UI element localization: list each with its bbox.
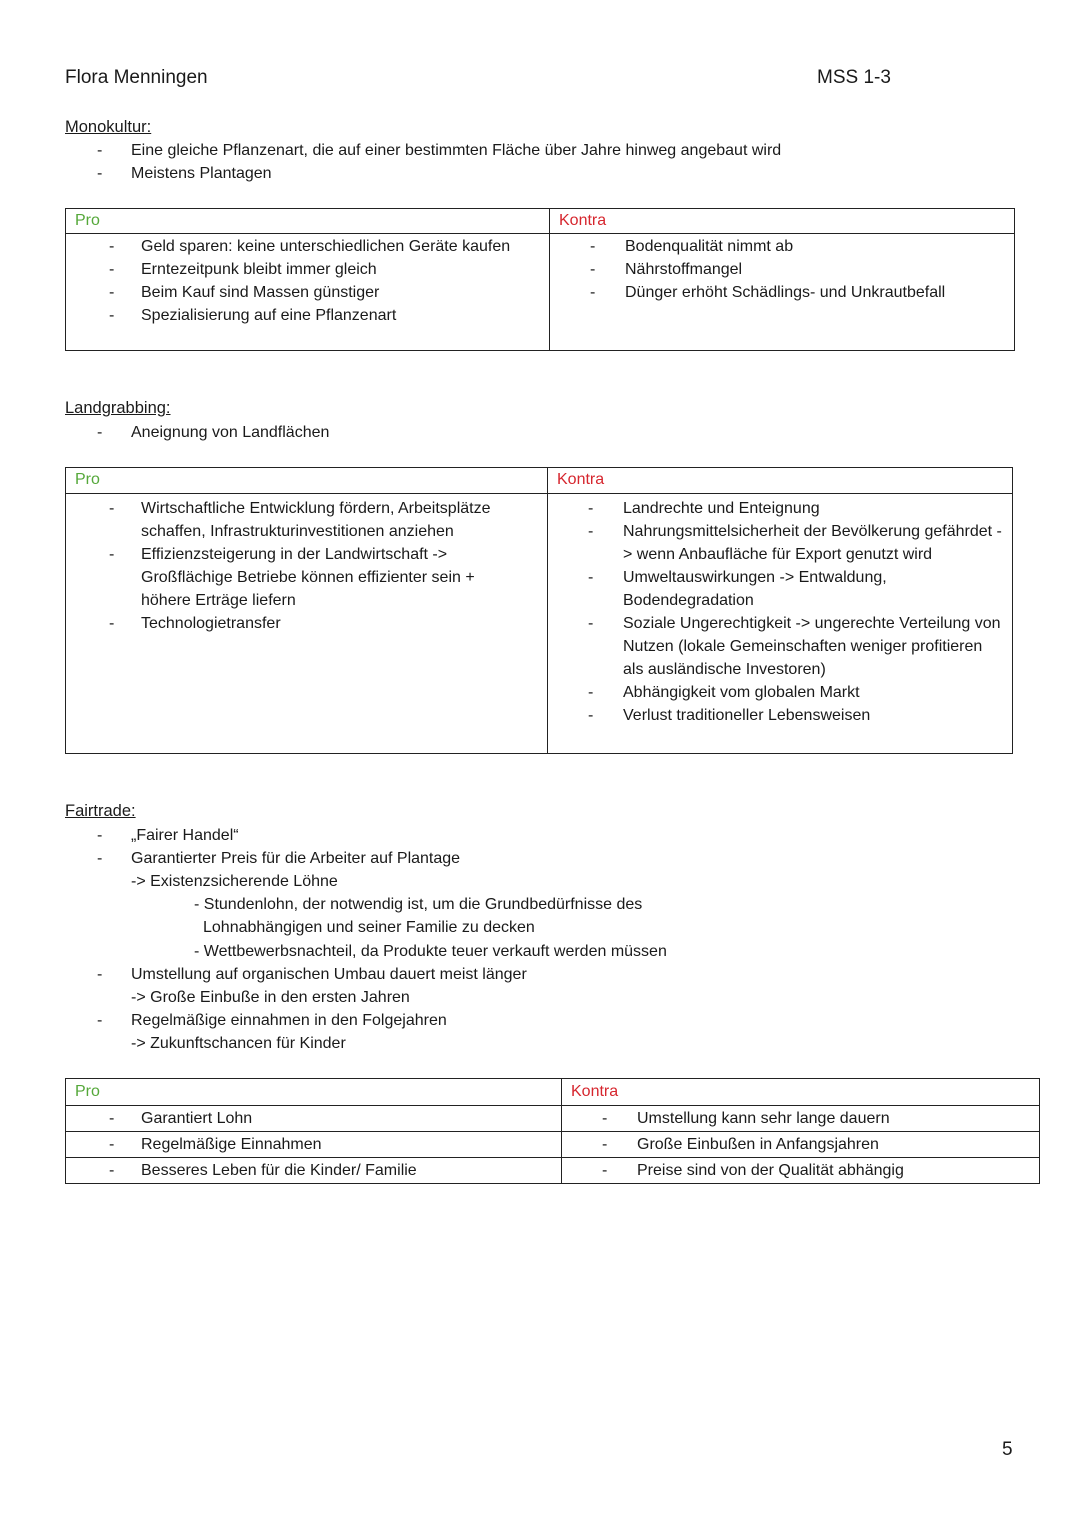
- list-item: - Preise sind von der Qualität abhängig: [562, 1158, 1039, 1183]
- pro-cell: [66, 1106, 562, 1132]
- kontra-header: Kontra: [548, 468, 1013, 494]
- list-item: - Bodenqualität nimmt ab: [550, 235, 1014, 258]
- kontra-cell: [562, 1106, 1040, 1132]
- list-item: - Nährstoffmangel: [550, 258, 1014, 281]
- list-item: - Umstellung kann sehr lange dauern: [562, 1106, 1039, 1131]
- fairtrade-pro-kontra-table: [65, 1078, 1040, 1184]
- kontra-cell: [548, 494, 1013, 754]
- author-name: Flora Menningen: [65, 67, 208, 88]
- list-item: - Regelmäßige Einnahmen: [66, 1132, 561, 1157]
- page-number: 5: [1002, 1439, 1013, 1460]
- sub-note: -> Existenzsicherende Löhne: [131, 873, 338, 890]
- list-item: - Spezialisierung auf eine Pflanzenart: [66, 304, 549, 327]
- section-heading-fairtrade: Fairtrade:: [65, 802, 136, 820]
- list-item: - Umweltauswirkungen -> Entwaldung, Bodendegradation: [548, 566, 929, 612]
- kontra-cell: [562, 1132, 1040, 1158]
- pro-cell: [66, 1132, 562, 1158]
- list-item: - Verlust traditioneller Lebensweisen: [548, 704, 1012, 727]
- pro-header: Pro: [66, 209, 550, 234]
- list-item: - Technologietransfer: [66, 612, 547, 635]
- pro-cell: [66, 234, 550, 351]
- sub-note: -> Zukunftschancen für Kinder: [131, 1035, 346, 1052]
- list-item: - Erntezeitpunk bleibt immer gleich: [66, 258, 549, 281]
- kontra-header: Kontra: [550, 209, 1015, 234]
- list-item: - Besseres Leben für die Kinder/ Familie: [66, 1158, 561, 1183]
- course-label: MSS 1-3: [817, 67, 891, 88]
- section-heading-monokultur: Monokultur:: [65, 118, 152, 136]
- list-item: - Soziale Ungerechtigkeit -> ungerechte Verteilung von Nutzen (lokale Gemeinschaften weniger profitieren als ausländische Investoren): [548, 612, 1012, 681]
- list-item: - Abhängigkeit vom globalen Markt: [548, 681, 1012, 704]
- monokultur-pro-kontra-table: [65, 208, 1015, 351]
- kontra-cell: [550, 234, 1015, 351]
- pro-cell: [66, 1158, 562, 1184]
- list-item: - Beim Kauf sind Massen günstiger: [66, 281, 549, 304]
- sub-note: - Stundenlohn, der notwendig ist, um die Grundbedürfnisse des: [194, 896, 643, 913]
- list-item: - Effizienzsteigerung in der Landwirtschaft -> Großflächige Betriebe können effizienter sein + höhere Erträge liefern: [66, 543, 527, 612]
- list-item: - Garantiert Lohn: [66, 1106, 561, 1131]
- list-item: - Dünger erhöht Schädlings- und Unkrautbefall: [550, 281, 1014, 304]
- pro-header: Pro: [66, 1079, 562, 1106]
- sub-note: -> Große Einbuße in den ersten Jahren: [131, 989, 410, 1006]
- list-item: - Geld sparen: keine unterschiedlichen Geräte kaufen: [66, 235, 527, 258]
- list-item: - Nahrungsmittelsicherheit der Bevölkerung gefährdet -> wenn Anbaufläche für Export genutzt wird: [548, 520, 1012, 566]
- sub-note: Lohnabhängigen und seiner Familie zu decken: [203, 919, 535, 936]
- list-item: - Wirtschaftliche Entwicklung fördern, Arbeitsplätze schaffen, Infrastrukturinvestitionen anziehen: [66, 497, 542, 543]
- list-item: - Große Einbußen in Anfangsjahren: [562, 1132, 1039, 1157]
- sub-note: - Wettbewerbsnachteil, da Produkte teuer verkauft werden müssen: [194, 943, 667, 960]
- pro-cell: [66, 494, 548, 754]
- kontra-cell: [562, 1158, 1040, 1184]
- list-item: - Landrechte und Enteignung: [548, 497, 1012, 520]
- section-heading-landgrabbing: Landgrabbing:: [65, 399, 171, 417]
- kontra-header: Kontra: [562, 1079, 1040, 1106]
- pro-header: Pro: [66, 468, 548, 494]
- landgrabbing-pro-kontra-table: [65, 467, 1013, 754]
